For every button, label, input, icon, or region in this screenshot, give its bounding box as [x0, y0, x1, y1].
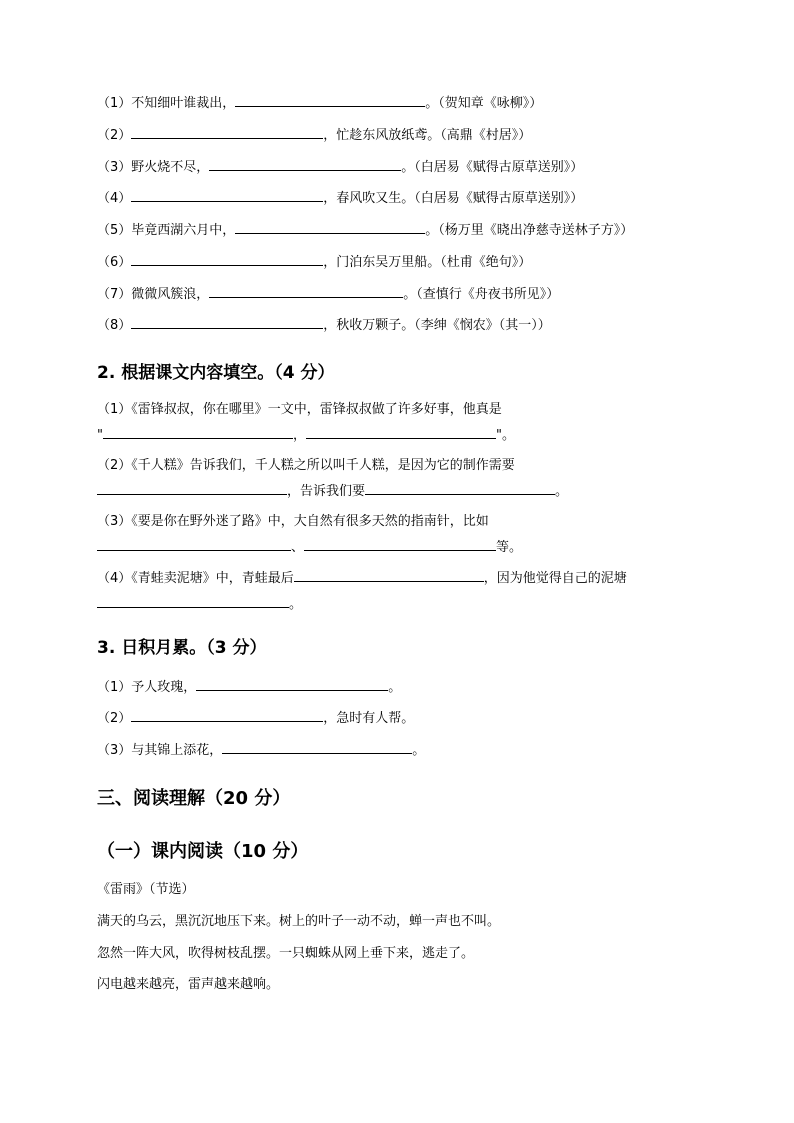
- passage-paragraph-2: 忽然一阵大风，吹得树枝乱摆。一只蜘蛛从网上垂下来，逃走了。: [97, 946, 475, 961]
- section3-title: 三、阅读理解（20 分）: [97, 788, 291, 809]
- answer-blank[interactable]: [294, 568, 484, 582]
- answer-blank[interactable]: [222, 740, 412, 754]
- q1-num: （7）: [97, 287, 132, 302]
- q1-num: （3）: [97, 160, 132, 175]
- q1-post: ，忙趁东风放纸鸢。（高鼎《村居》）: [323, 128, 532, 143]
- answer-blank[interactable]: [304, 537, 496, 551]
- q2-item-1-line-2: [97, 425, 515, 446]
- q1-num: （1）: [97, 96, 132, 111]
- q1-pre: 毕竟西湖六月中，: [131, 223, 236, 238]
- q2-item-1-line-1: （1）《雷锋叔叔，你在哪里》一文中，雷锋叔叔做了许多好事，他真是: [97, 402, 502, 417]
- q1-post: ，门泊东吴万里船。（杜甫《绝句》）: [323, 255, 532, 270]
- q1-pre: 不知细叶谁裁出，: [131, 96, 236, 111]
- q2-end: 。: [289, 597, 303, 612]
- q2-end: 。: [555, 484, 569, 499]
- q1-num: （4）: [97, 191, 132, 206]
- q3-post: ，急时有人帮。: [323, 711, 415, 726]
- quote-open: ": [97, 428, 103, 443]
- q3-num: （2）: [97, 711, 132, 726]
- q3-pre: 予人玫瑰，: [131, 680, 197, 695]
- answer-blank[interactable]: [209, 157, 401, 171]
- passage-paragraph-3: 闪电越来越亮，雷声越来越响。: [97, 977, 280, 992]
- answer-blank[interactable]: [306, 425, 496, 439]
- q1-pre: 野火烧不尽，: [131, 160, 210, 175]
- q2-item-2-line-1: （2）《千人糕》告诉我们，千人糕之所以叫千人糕，是因为它的制作需要: [97, 458, 515, 473]
- q1-line-8: [97, 315, 551, 336]
- q2-title: 2. 根据课文内容填空。（4 分）: [97, 363, 335, 383]
- answer-blank[interactable]: [235, 220, 425, 234]
- answer-blank[interactable]: [235, 93, 425, 107]
- q1-num: （5）: [97, 223, 132, 238]
- q1-line-4: [97, 188, 583, 209]
- answer-blank[interactable]: [365, 481, 555, 495]
- answer-blank[interactable]: [196, 677, 388, 691]
- q3-num: （1）: [97, 680, 132, 695]
- q2-end: 等。: [496, 540, 523, 555]
- q1-post: 。（白居易《赋得古原草送别》）: [401, 160, 584, 175]
- q3-line-1: [97, 677, 401, 698]
- answer-blank[interactable]: [209, 284, 403, 298]
- answer-blank[interactable]: [131, 252, 323, 266]
- answer-blank[interactable]: [97, 481, 287, 495]
- q1-post: 。（贺知章《咏柳》）: [425, 96, 543, 111]
- q3-title: 3. 日积月累。（3 分）: [97, 638, 267, 658]
- q2-item-3-line-2: [97, 537, 522, 558]
- answer-blank[interactable]: [97, 594, 289, 608]
- q1-num: （2）: [97, 128, 132, 143]
- q1-post: ，春风吹又生。（白居易《赋得古原草送别》）: [323, 191, 584, 206]
- q1-post: 。（查慎行《舟夜书所见》）: [403, 287, 560, 302]
- q1-pre: 微微风簇浪，: [131, 287, 210, 302]
- answer-blank[interactable]: [131, 188, 323, 202]
- q1-line-2: [97, 125, 531, 146]
- q1-line-5: [97, 220, 633, 241]
- q1-post: 。（杨万里《晓出净慈寺送林子方》）: [425, 223, 634, 238]
- q2-item-2-line-2: [97, 481, 568, 502]
- answer-blank[interactable]: [103, 425, 293, 439]
- q1-post: ，秋收万颗子。（李绅《悯农》（其一））: [323, 318, 551, 333]
- q1-num: （8）: [97, 318, 132, 333]
- q3-num: （3）: [97, 743, 132, 758]
- passage-title: 《雷雨》（节选）: [97, 882, 195, 897]
- q1-line-3: [97, 157, 583, 178]
- q2-item-3-line-1: （3）《要是你在野外迷了路》中，大自然有很多天然的指南针，比如: [97, 514, 489, 529]
- q2-item-4-line-2: [97, 594, 302, 615]
- answer-blank[interactable]: [97, 537, 291, 551]
- q2-item-4-line-1: [97, 568, 627, 589]
- q3-line-3: [97, 740, 425, 761]
- q2-post: ，因为他觉得自己的泥塘: [483, 571, 627, 586]
- q3-post: 。: [412, 743, 426, 758]
- q3-pre: 与其锦上添花，: [131, 743, 223, 758]
- answer-blank[interactable]: [131, 315, 323, 329]
- q3-post: 。: [388, 680, 402, 695]
- q2-pre: （4）《青蛙卖泥塘》中，青蛙最后: [97, 571, 294, 586]
- q3-line-2: [97, 708, 414, 729]
- answer-blank[interactable]: [131, 708, 323, 722]
- answer-blank[interactable]: [131, 125, 323, 139]
- section3-subtitle: （一）课内阅读（10 分）: [97, 841, 309, 862]
- q1-line-7: [97, 284, 559, 305]
- q1-line-1: [97, 93, 542, 114]
- q2-end: "。: [496, 428, 515, 443]
- passage-paragraph-1: 满天的乌云，黑沉沉地压下来。树上的叶子一动不动，蝉一声也不叫。: [97, 914, 501, 929]
- q2-sep: 、: [291, 540, 305, 555]
- q1-num: （6）: [97, 255, 132, 270]
- q1-line-6: [97, 252, 531, 273]
- q2-sep: ，告诉我们要: [287, 484, 366, 499]
- q2-sep: ，: [292, 428, 306, 443]
